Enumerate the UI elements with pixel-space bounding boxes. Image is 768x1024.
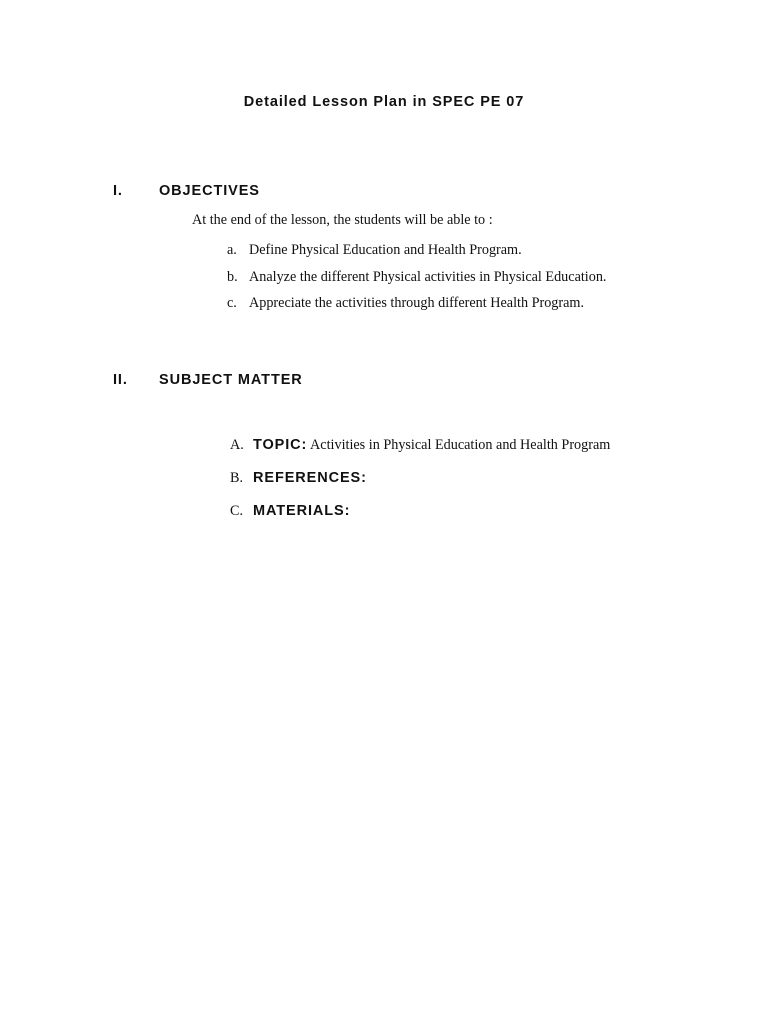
objectives-intro: At the end of the lesson, the students will be able to : <box>192 212 493 228</box>
subject-matter-marker: B. <box>230 470 244 486</box>
topic-label: TOPIC: <box>253 437 308 453</box>
topic-value: Activities in Physical Education and Health Program <box>307 437 611 453</box>
objective-marker: a. <box>227 242 237 258</box>
objective-marker: c. <box>227 295 237 311</box>
materials-label: MATERIALS: <box>253 503 351 519</box>
subject-matter-marker: C. <box>230 503 244 519</box>
objective-text: Analyze the different Physical activities in Physical Education. <box>249 269 607 285</box>
objectives-section-number: I. <box>113 183 123 199</box>
document-title: Detailed Lesson Plan in SPEC PE 07 <box>243 94 525 110</box>
subject-matter-section-number: II. <box>113 372 128 388</box>
subject-matter-heading: SUBJECT MATTER <box>159 372 303 388</box>
references-label: REFERENCES: <box>253 470 367 486</box>
objective-text: Define Physical Education and Health Program. <box>249 242 522 258</box>
objective-text: Appreciate the activities through different Health Program. <box>249 295 584 311</box>
subject-matter-marker: A. <box>230 437 244 453</box>
objectives-heading: OBJECTIVES <box>159 183 260 199</box>
objective-marker: b. <box>227 269 238 285</box>
